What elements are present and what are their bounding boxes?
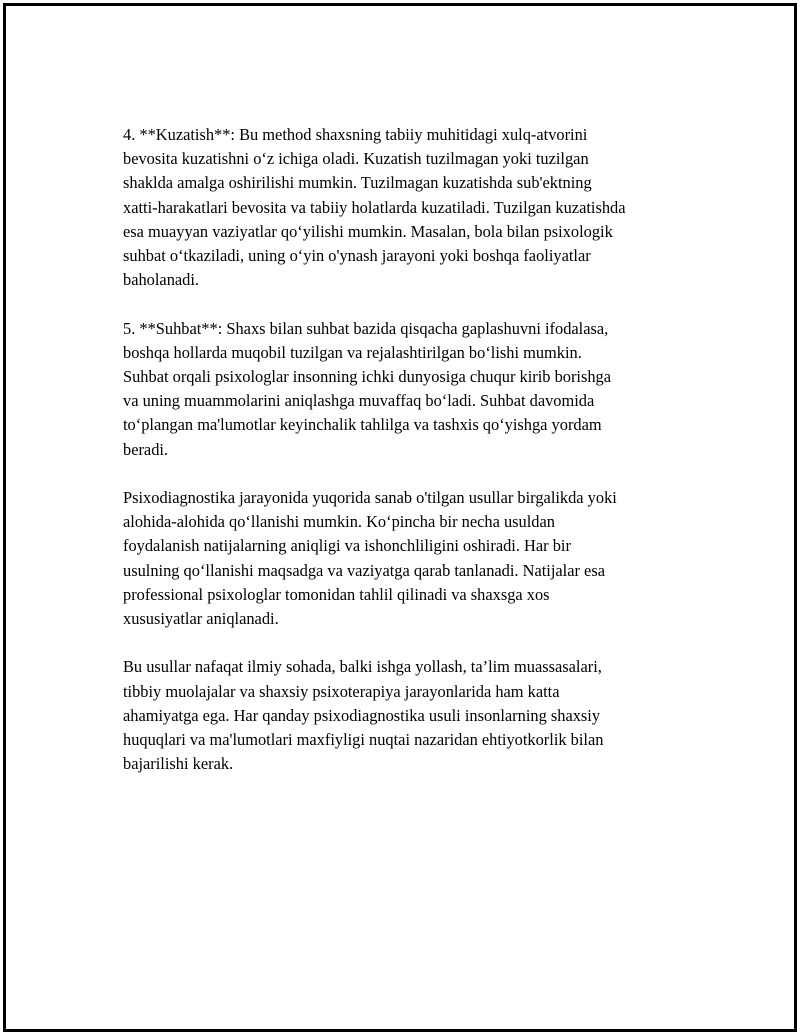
paragraph-suhbat: 5. **Suhbat**: Shaxs bilan suhbat bazida qisqacha gaplashuvni ifodalasa, boshqa hollarda muqobil tuzilgan va rejalashtirilgan bo‘lishi mumkin. Suhbat orqali psixologlar insonning ichki dunyosiga chuqur kirib borishga va uning muammolarini aniqlashga muvaffaq bo‘ladi. Suhbat davomida to‘plangan ma'lumotlar keyinchalik tahlilga va tashxis qo‘yishga yordam beradi. — [123, 318, 612, 459]
document-body — [123, 123, 703, 801]
paragraph-kuzatish: 4. **Kuzatish**: Bu method shaxsning tabiiy muhitidagi xulq-atvorini bevosita kuzatishni o‘z ichiga oladi. Kuzatish tuzilmagan yoki tuzilgan shaklda amalga oshirilishi mumkin. Tuzilmagan kuzatishda sub'ektning xatti-harakatlari bevosita va tabiiy holatlarda kuzatiladi. Tuzilgan kuzatishda esa muayyan vaziyatlar qo‘yilishi mumkin. Masalan, bola bilan psixologik suhbat o‘tkaziladi, uning o‘yin o'ynash jarayoni yoki boshqa faoliyatlar baholanadi. — [123, 125, 626, 290]
paragraph-ahamiyat: Bu usullar nafaqat ilmiy sohada, balki ishga yollash, ta’lim muassasalari, tibbiy muolajalar va shaxsiy psixoterapiya jarayonlarida ham katta ahamiyatga ega. Har qanday psixodiagnostika usuli insonlarning shaxsiy huquqlari va ma'lumotlari maxfiyligi nuqtai nazaridan ehtiyotkorlik bilan bajarilishi kerak. — [123, 657, 604, 774]
page-frame — [3, 3, 797, 1032]
paragraph-usullar-birgalikda: Psixodiagnostika jarayonida yuqorida sanab o'tilgan usullar birgalikda yoki alohida-alohida qo‘llanishi mumkin. Ko‘pincha bir necha usuldan foydalanish natijalarning aniqligi va ishonchliligini oshiradi. Har bir usulning qo‘llanishi maqsadga va vaziyatga qarab tanlanadi. Natijalar esa professional psixologlar tomonidan tahlil qilinadi va shaxsga xos xususiyatlar aniqlanadi. — [123, 488, 617, 629]
